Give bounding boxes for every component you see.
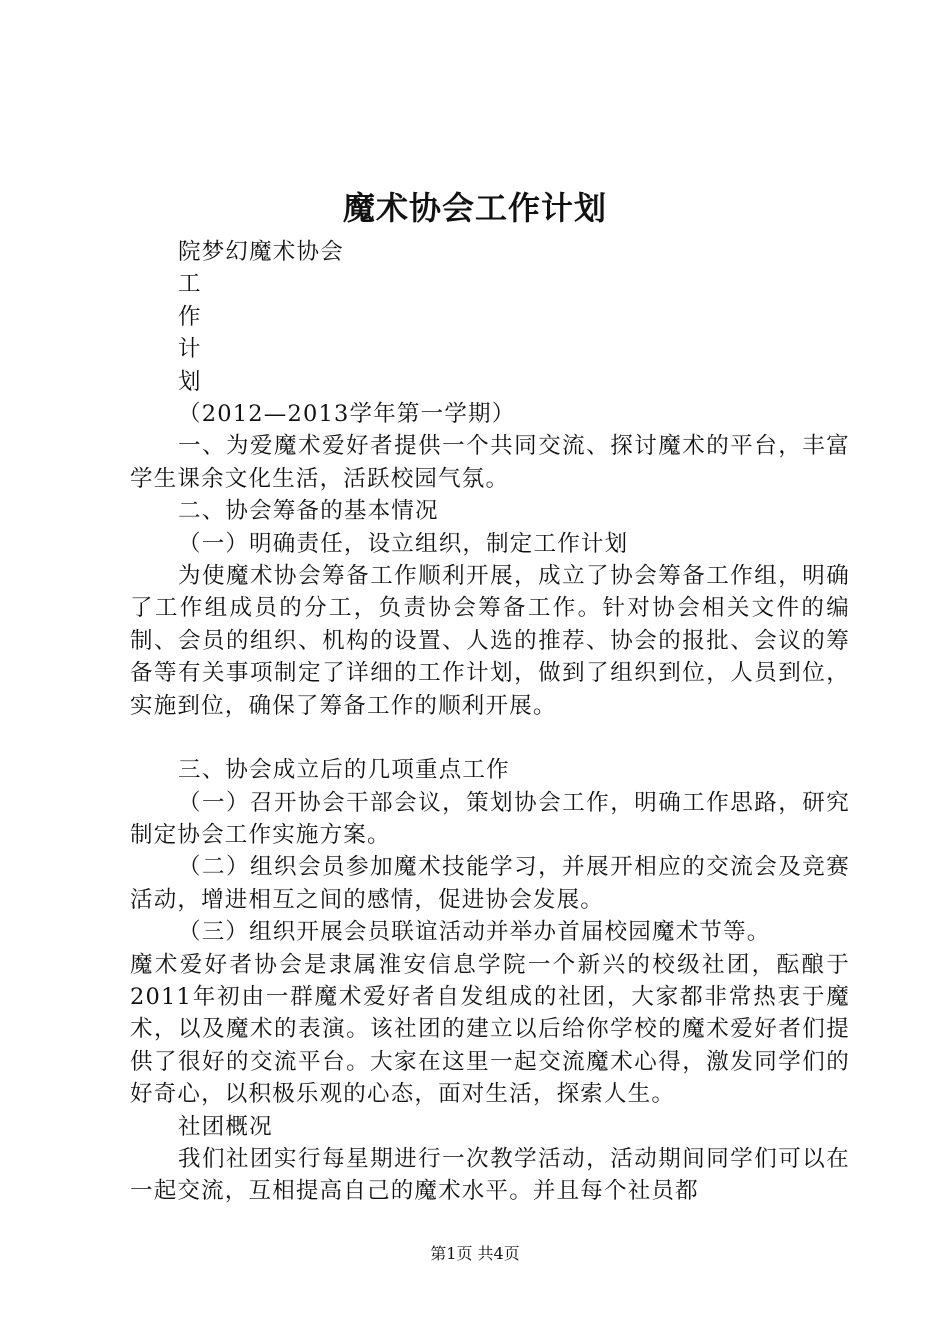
vertical-char-3: 计	[178, 336, 202, 363]
list-item-3-3: （三）组织开展会员联谊活动并举办首届校园魔术节等。	[178, 919, 771, 946]
paragraph-2: 为使魔术协会筹备工作顺利开展，成立了协会筹备工作组，明确了工作组成员的分工，负责协会筹备工作。针对协会相关文件的编制、会员的组织、机构的设置、人选的推荐、协会的报批、会议的筹备等有关事项制定了详细的工作计划，做到了组织到位，人员到位，实施到位，确保了筹备工作的顺利开展。	[130, 563, 850, 719]
org-line: 院梦幻魔术协会	[178, 239, 344, 265]
overview-heading: 社团概况	[178, 1113, 273, 1140]
paragraph-4: 我们社团实行每星期进行一次教学活动，活动期间同学们可以在一起交流，互相提高自己的魔术水平。并且每个社员都	[130, 1145, 850, 1205]
document-body	[130, 236, 850, 1208]
vertical-char-4: 划	[178, 368, 202, 395]
list-item-3-2: （二）组织会员参加魔术技能学习，并展开相应的交流会及竞赛活动，增进相互之间的感情，促进协会发展。	[130, 854, 850, 913]
blank-line	[130, 722, 850, 754]
vertical-char-2: 作	[178, 303, 202, 330]
section-heading-2: 二、协会筹备的基本情况	[178, 498, 439, 525]
document-title: 魔术协会工作计划	[342, 189, 607, 227]
term-line: （2012—2013学年第一学期）	[178, 401, 516, 428]
paragraph-1: 一、为爱魔术爱好者提供一个共同交流、探讨魔术的平台，丰富学生课余文化生活，活跃校园气氛。	[130, 433, 850, 492]
subsection-heading-2-1: （一）明确责任，设立组织，制定工作计划	[178, 530, 629, 557]
section-heading-3: 三、协会成立后的几项重点工作	[178, 757, 510, 784]
paragraph-3: 魔术爱好者协会是隶属淮安信息学院一个新兴的校级社团，酝酿于2011年初由一群魔术爱好者自发组成的社团，大家都非常热衷于魔术，以及魔术的表演。该社团的建立以后给你学校的魔术爱好者们提供了很好的交流平台。大家在这里一起交流魔术心得，激发同学们的好奇心，以积极乐观的心态，面对生活，探索人生。	[130, 951, 850, 1108]
list-item-3-1: （一）召开协会干部会议，策划协会工作，明确工作思路，研究制定协会工作实施方案。	[130, 789, 850, 848]
page-footer: 第1页 共4页	[430, 1244, 520, 1263]
vertical-char-1: 工	[178, 271, 202, 298]
